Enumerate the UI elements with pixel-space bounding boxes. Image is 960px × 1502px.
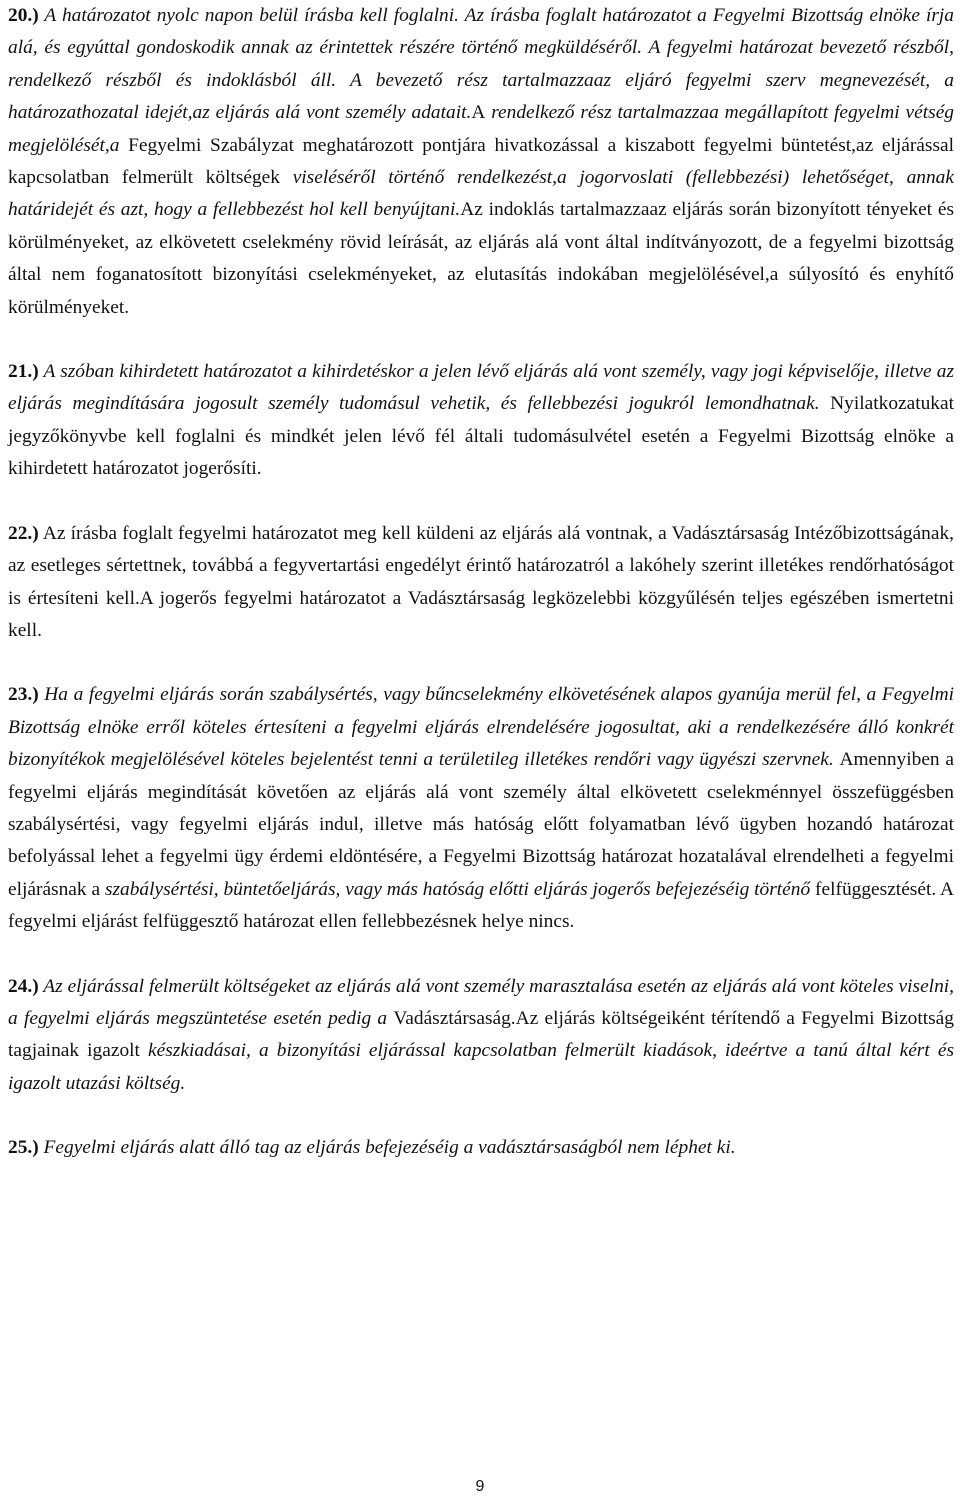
section-text: felfüggesztését. A fegyelmi eljárást felfüggesztő határozat ellen fellebbezésnek helye nincs. (8, 878, 954, 933)
document-page (8, 0, 954, 1165)
section-20 (8, 0, 954, 324)
section-text: Amennyiben a fegyelmi eljárás megindítását követően az eljárás alá vont személy által elkövetett cselekménnyel összefüggésben szabálysértési, vagy fegyelmi eljárás indul, illetve más hatóság előtt folyamatban lévő ügyben hozandó határozat befolyással lehet a fegyelmi ügy érdemi eldöntésére, a Fegyelmi Bizottság határozat hozatalával elrendelheti a fegyelmi eljárásnak a (8, 749, 954, 900)
section-25 (8, 1132, 954, 1164)
section-text: Fegyelmi eljárás alatt álló tag az eljárás befejezéséig a vadásztársaságból nem léphet ki. (38, 1137, 736, 1159)
section-text: Az indoklás tartalmazzaaz eljárás során bizonyított tényeket és körülményeket, az elkövetett cselekmény rövid leírását, az eljárás alá vont által indítványozott, de a fegyelmi bizottság által nem foganatosított bizonyítási cselekményeket, az elutasítás indokában megjelölésével,a súlyosító és enyhítő körülményeket. (8, 199, 955, 318)
section-23 (8, 679, 954, 938)
section-text: rendelkező rész tartalmazzaa megállapított fegyelmi vétség megjelölését,a (8, 102, 954, 156)
section-number: 21.) (8, 361, 39, 383)
section-number: 20.) (8, 5, 39, 26)
section-text: Az eljárással felmerült költségeket az eljárás alá vont személy marasztalása esetén az eljárás alá vont köteles viselni, a fegyelmi eljárás megszüntetése esetén pedig a (8, 975, 954, 1029)
section-number: 23.) (8, 684, 39, 706)
section-text: Vadásztársaság.Az eljárás költségeiként térítendő a Fegyelmi Bizottság tagjainak igazolt (8, 1007, 954, 1062)
section-text: Nyilatkozatukat jegyzőkönyvbe kell foglalni és mindkét jelen lévő fél általi tudomásulvétel esetén a Fegyelmi Bizottság elnöke a kihirdetett határozatot jogerősíti. (8, 393, 954, 480)
section-number: 22.) (8, 522, 39, 544)
section-text: Az írásba foglalt fegyelmi határozatot meg kell küldeni az eljárás alá vontnak, a Vadásztársaság Intézőbizottságának, az esetleges sértettnek, továbbá a fegyvertartási engedélyt érintő határozatról a lakóhely szerint illetékes rendőrhatóságot is értesíteni kell.A jogerős fegyelmi határozatot a Vadásztársaság legközelebbi közgyűlésén teljes egészében ismertetni kell. (8, 522, 954, 641)
section-text: Fegyelmi Szabályzat meghatározott pontjára hivatkozással a kiszabott fegyelmi büntetést,az eljárással kapcsolatban felmerült költségek (8, 134, 954, 189)
section-text: szabálysértési, büntetőeljárás, vagy más hatóság előtti eljárás jogerős befejezéséig történő (104, 878, 816, 900)
section-text: A szóban kihirdetett határozatot a kihirdetéskor a jelen lévő eljárás alá vont személy, vagy jogi képviselője, illetve az eljárás megindítására jogosult személy tudomásul vehetik, és fellebbezési jogukról lemondhatnak. (8, 361, 954, 415)
section-text: A (471, 102, 486, 124)
section-21 (8, 356, 954, 486)
section-22 (8, 518, 954, 648)
section-24 (8, 971, 954, 1101)
page-number: 9 (475, 1478, 485, 1495)
section-text: viseléséről történő rendelkezést,a jogorvoslati (fellebbezési) lehetőséget, annak határidejét és azt, hogy a fellebbezést hol kell benyújtani. (8, 167, 954, 221)
section-text: A határozatot nyolc napon belül írásba kell foglalni. Az írásba foglalt határozatot a Fegyelmi Bizottság elnöke írja alá, és egyúttal gondoskodik annak az érintettek részére történő megküldéséről. A fegyelmi határozat bevezető részből, rendelkező részből és indoklásból áll. A bevezető rész tartalmazzaaz eljáró fegyelmi szerv megnevezését, a határozathozatal idejét,az eljárás alá vont személy adatait. (8, 5, 954, 124)
section-text: készkiadásai, a bizonyítási eljárással kapcsolatban felmerült kiadások, ideértve a tanú által kért és igazolt utazási költség. (8, 1040, 954, 1094)
section-number: 24.) (8, 975, 39, 997)
section-text: Ha a fegyelmi eljárás során szabálysértés, vagy bűncselekmény elkövetésének alapos gyanúja merül fel, a Fegyelmi Bizottság elnöke erről köteles értesíteni a fegyelmi eljárás elrendelésére jogosultat, aki a rendelkezésére álló konkrét bizonyítékok megjelölésével köteles bejelentést tenni a területileg illetékes rendőri vagy ügyészi szervnek. (8, 684, 954, 771)
section-number: 25.) (8, 1137, 39, 1159)
